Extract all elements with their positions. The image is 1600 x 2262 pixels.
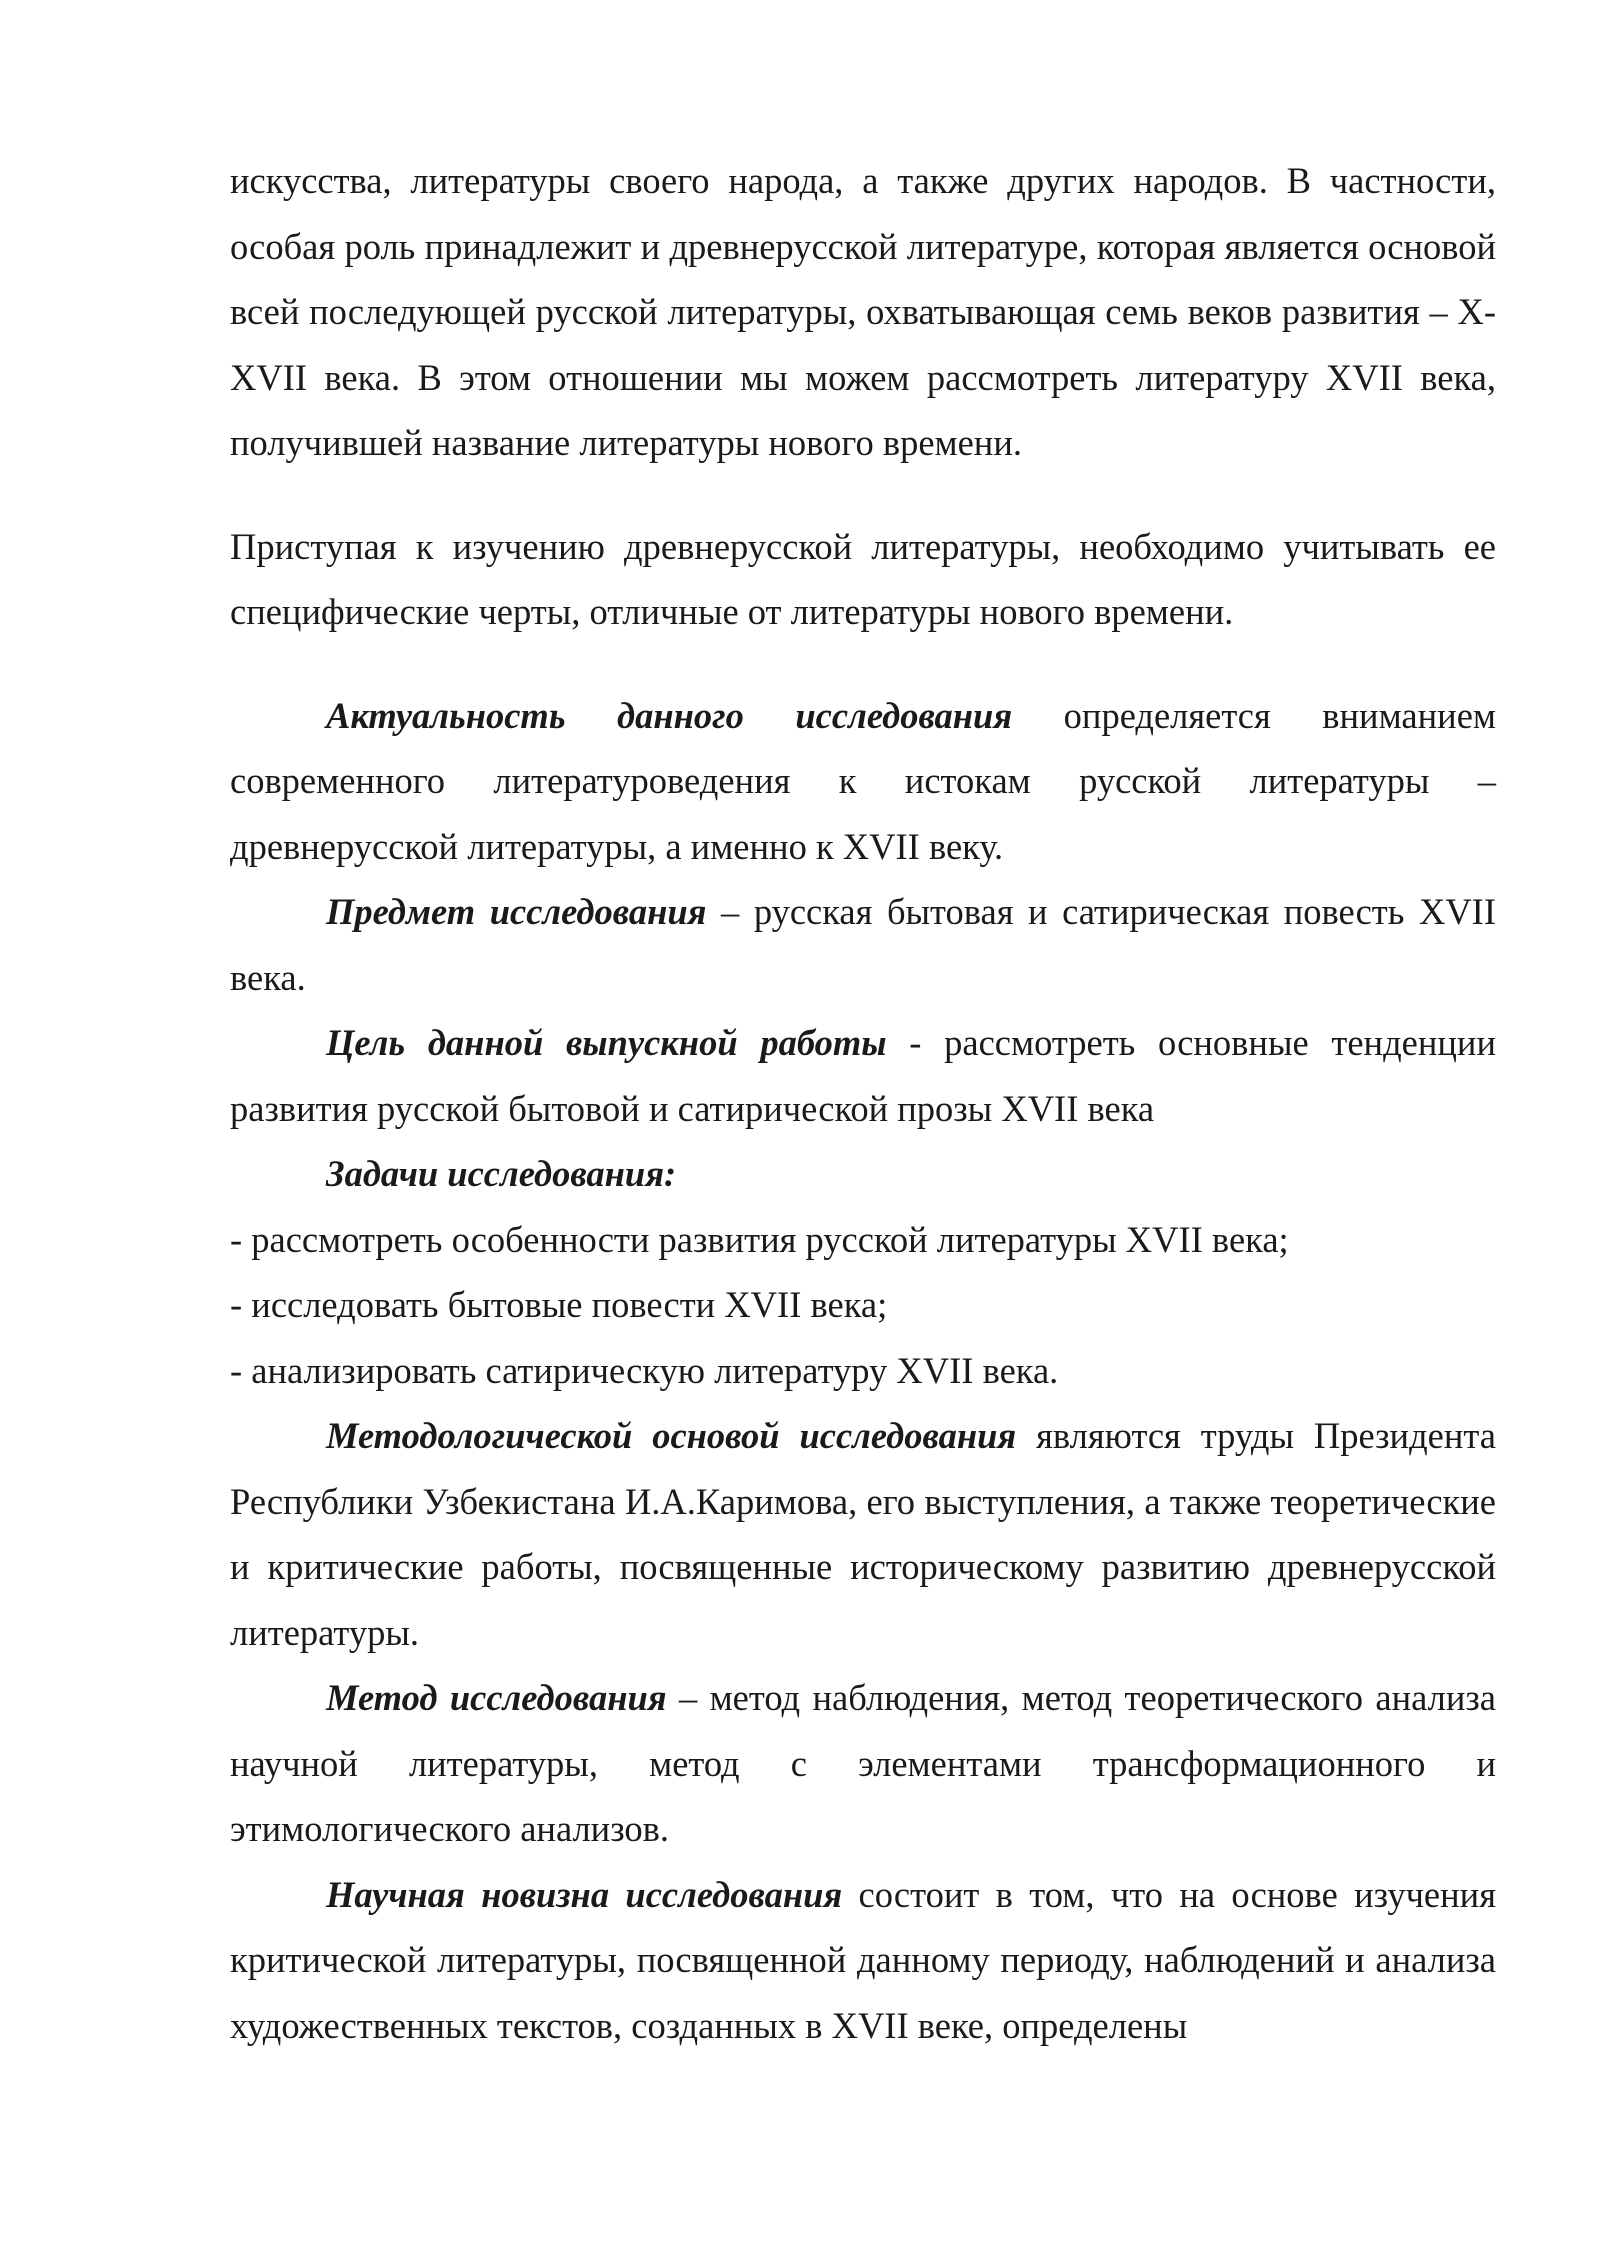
list-item: - анализировать сатирическую литературу XVII века. [230,1349,1059,1391]
tasks-label: Задачи исследования: [326,1153,677,1194]
subject-text: – русская бытовая и сатирическая повесть XVII века. [230,891,1496,998]
methodology-label: Методологической основой исследования [326,1415,1017,1456]
relevance-label: Актуальность данного исследования [326,694,1013,736]
relevance-text: определяется вниманием современного литературоведения к истокам русской литературы – древнерусской литературы, а именно к XVII веку. [230,694,1496,867]
novelty-text: состоит в том, что на основе изучения критической литературы, посвященной данному периоду, наблюдений и анализа художественных текстов, созданных в XVII веке, определены [230,1873,1496,2046]
document-body [230,148,1496,2058]
methodology-text: являются труды Президента Республики Узбекистана И.А.Каримова, его выступления, а также теоретические и критические работы, посвященные историческому развитию древнерусской литературы. [230,1415,1496,1653]
method-text: – метод наблюдения, метод теоретического анализа научной литературы, метод с элементами трансформационного и этимологического анализов. [230,1677,1496,1849]
second-paragraph: Приступая к изучению древнерусской литературы, необходимо учитывать ее специфические черты, отличные от литературы нового времени. [230,525,1496,632]
list-item: - рассмотреть особенности развития русской литературы XVII века; [230,1218,1289,1260]
goal-label: Цель данной выпускной работы [326,1022,887,1063]
methodology-paragraph [230,1403,1496,1665]
method-label: Метод исследования [326,1677,667,1718]
subject-label: Предмет исследования [326,891,707,932]
method-paragraph [230,1665,1496,1862]
relevance-paragraph [230,683,1496,880]
goal-paragraph [230,1010,1496,1141]
novelty-label: Научная новизна исследования [326,1873,843,1915]
goal-text: - рассмотреть основные тенденции развития русской бытовой и сатирической прозы XVII века [230,1022,1496,1129]
list-item: - исследовать бытовые повести XVII века; [230,1284,888,1325]
tasks-heading [230,1141,1496,1207]
novelty-paragraph [230,1862,1496,2059]
subject-paragraph [230,879,1496,1010]
intro-paragraph: искусства, литературы своего народа, а также других народов. В частности, особая роль принадлежит и древнерусской литературе, которая является основой всей последующей русской литературы, охватывающая семь веков развития – X-XVII века. В этом отношении мы можем рассмотреть литературу XVII века, получившей название литературы нового времени. [230,160,1496,463]
